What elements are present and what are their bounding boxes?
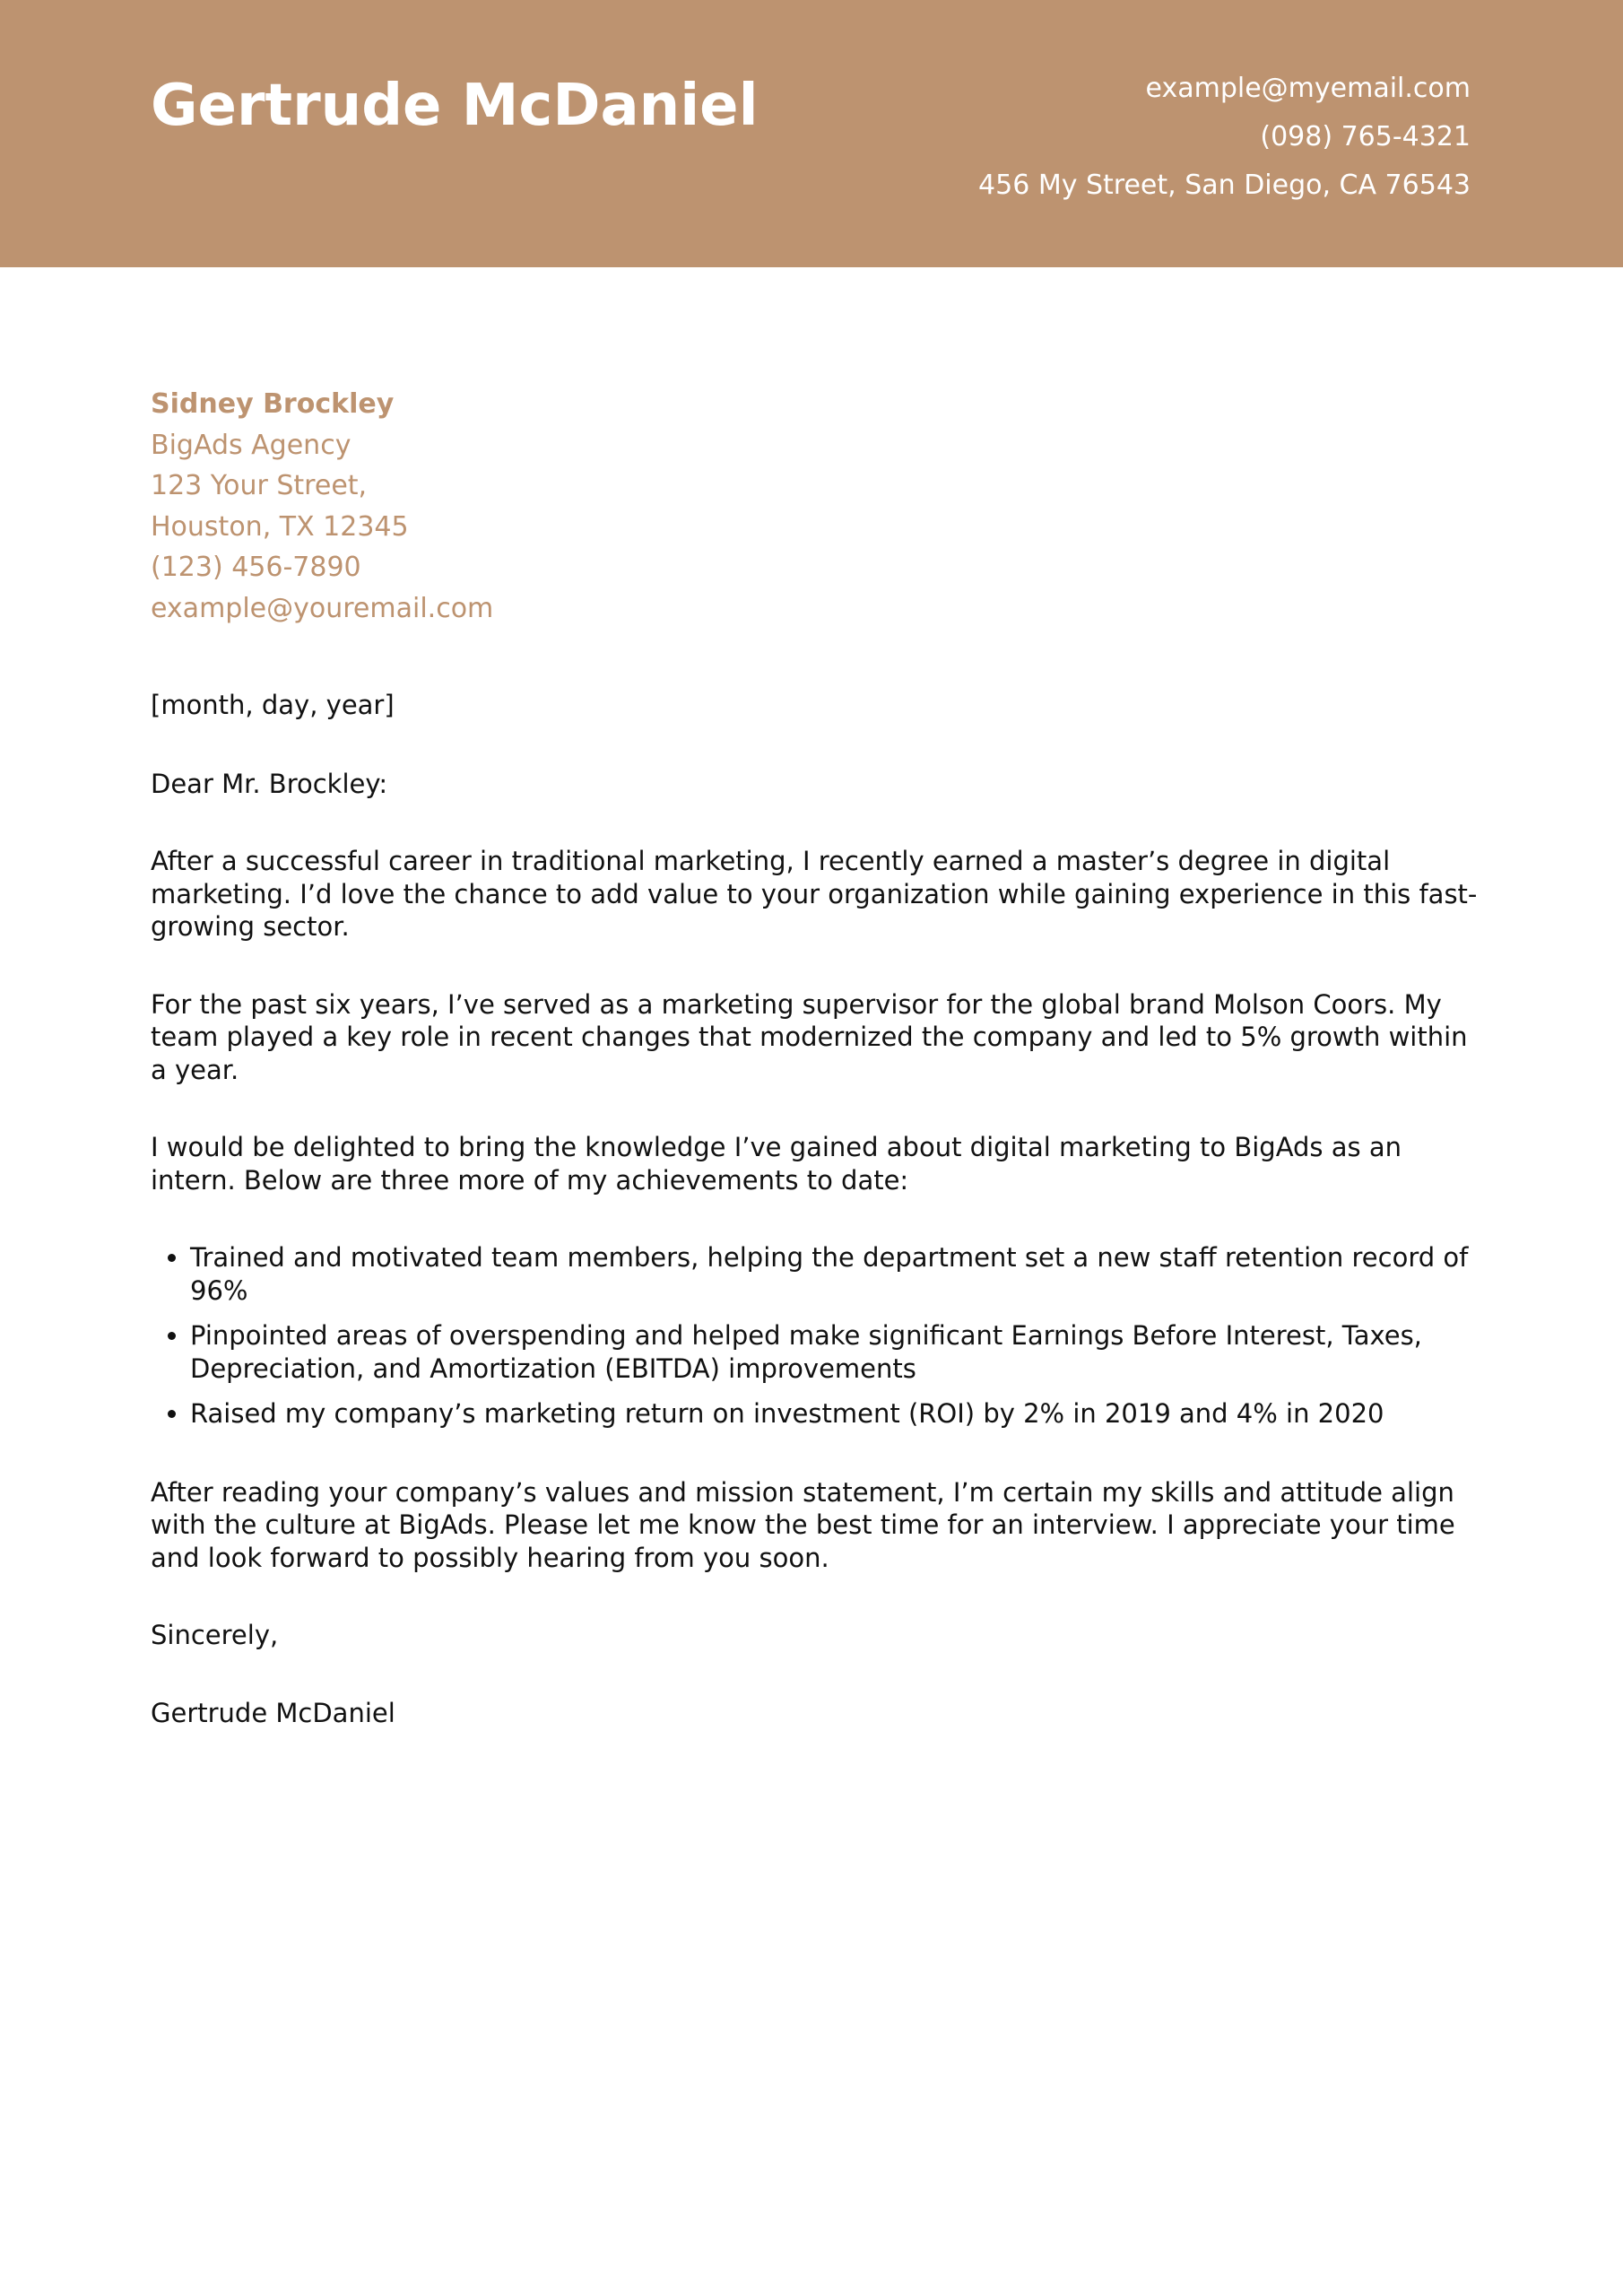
recipient-phone: (123) 456-7890 (151, 552, 361, 583)
list-item: • Trained and motivated team members, helping the department set a new staff retention record of 96% (190, 1241, 1478, 1307)
list-item: • Pinpointed areas of overspending and helped make significant Earnings Before Interest, Taxes, Depreciation, and Amortization (EBITDA) improvements (190, 1319, 1478, 1385)
achievements-list (151, 1241, 1478, 1431)
letter-date: [month, day, year] (151, 690, 395, 720)
sender-phone: (098) 765-4321 (1260, 121, 1471, 152)
signature: Gertrude McDaniel (151, 1697, 395, 1728)
sender-email: example@myemail.com (1145, 73, 1471, 104)
paragraph-intro: After a successful career in traditional marketing, I recently earned a master’s degree in digital marketing. I’d love the chance to add value to your organization while gaining experience in this fast-growing sector. (151, 846, 1478, 942)
recipient-city: Houston, TX 12345 (151, 510, 409, 543)
salutation: Dear Mr. Brockley: (151, 768, 388, 799)
paragraph-closing: After reading your company’s values and mission statement, I’m certain my skills and attitude align with the culture at BigAds. Please let me know the best time for an interview. I appreciate your time and look forward to possibly hearing from you soon. (151, 1476, 1455, 1573)
recipient-email: example@youremail.com (151, 592, 494, 624)
sign-off: Sincerely, (151, 1620, 279, 1650)
sender-name: Gertrude McDaniel (151, 73, 759, 139)
recipient-street: 123 Your Street, (151, 470, 368, 501)
recipient-company: BigAds Agency (151, 429, 352, 461)
paragraph-achievements-lead: I would be delighted to bring the knowledge I’ve gained about digital marketing to BigAds as an intern. Below are three more of my achievements to date: (151, 1132, 1402, 1196)
sender-contact (978, 65, 1471, 210)
paragraph-experience: For the past six years, I’ve served as a marketing supervisor for the global brand Molson Coors. My team played a key role in recent changes that modernized the company and led to 5% growth within a year. (151, 988, 1468, 1085)
recipient-name: Sidney Brockley (151, 388, 395, 420)
letter-body (151, 689, 1478, 1774)
recipient-block (151, 384, 493, 629)
list-item: • Raised my company’s marketing return on investment (ROI) by 2% in 2019 and 4% in 2020 (190, 1397, 1478, 1431)
sender-address: 456 My Street, San Diego, CA 76543 (978, 170, 1471, 201)
header-band (0, 0, 1623, 267)
